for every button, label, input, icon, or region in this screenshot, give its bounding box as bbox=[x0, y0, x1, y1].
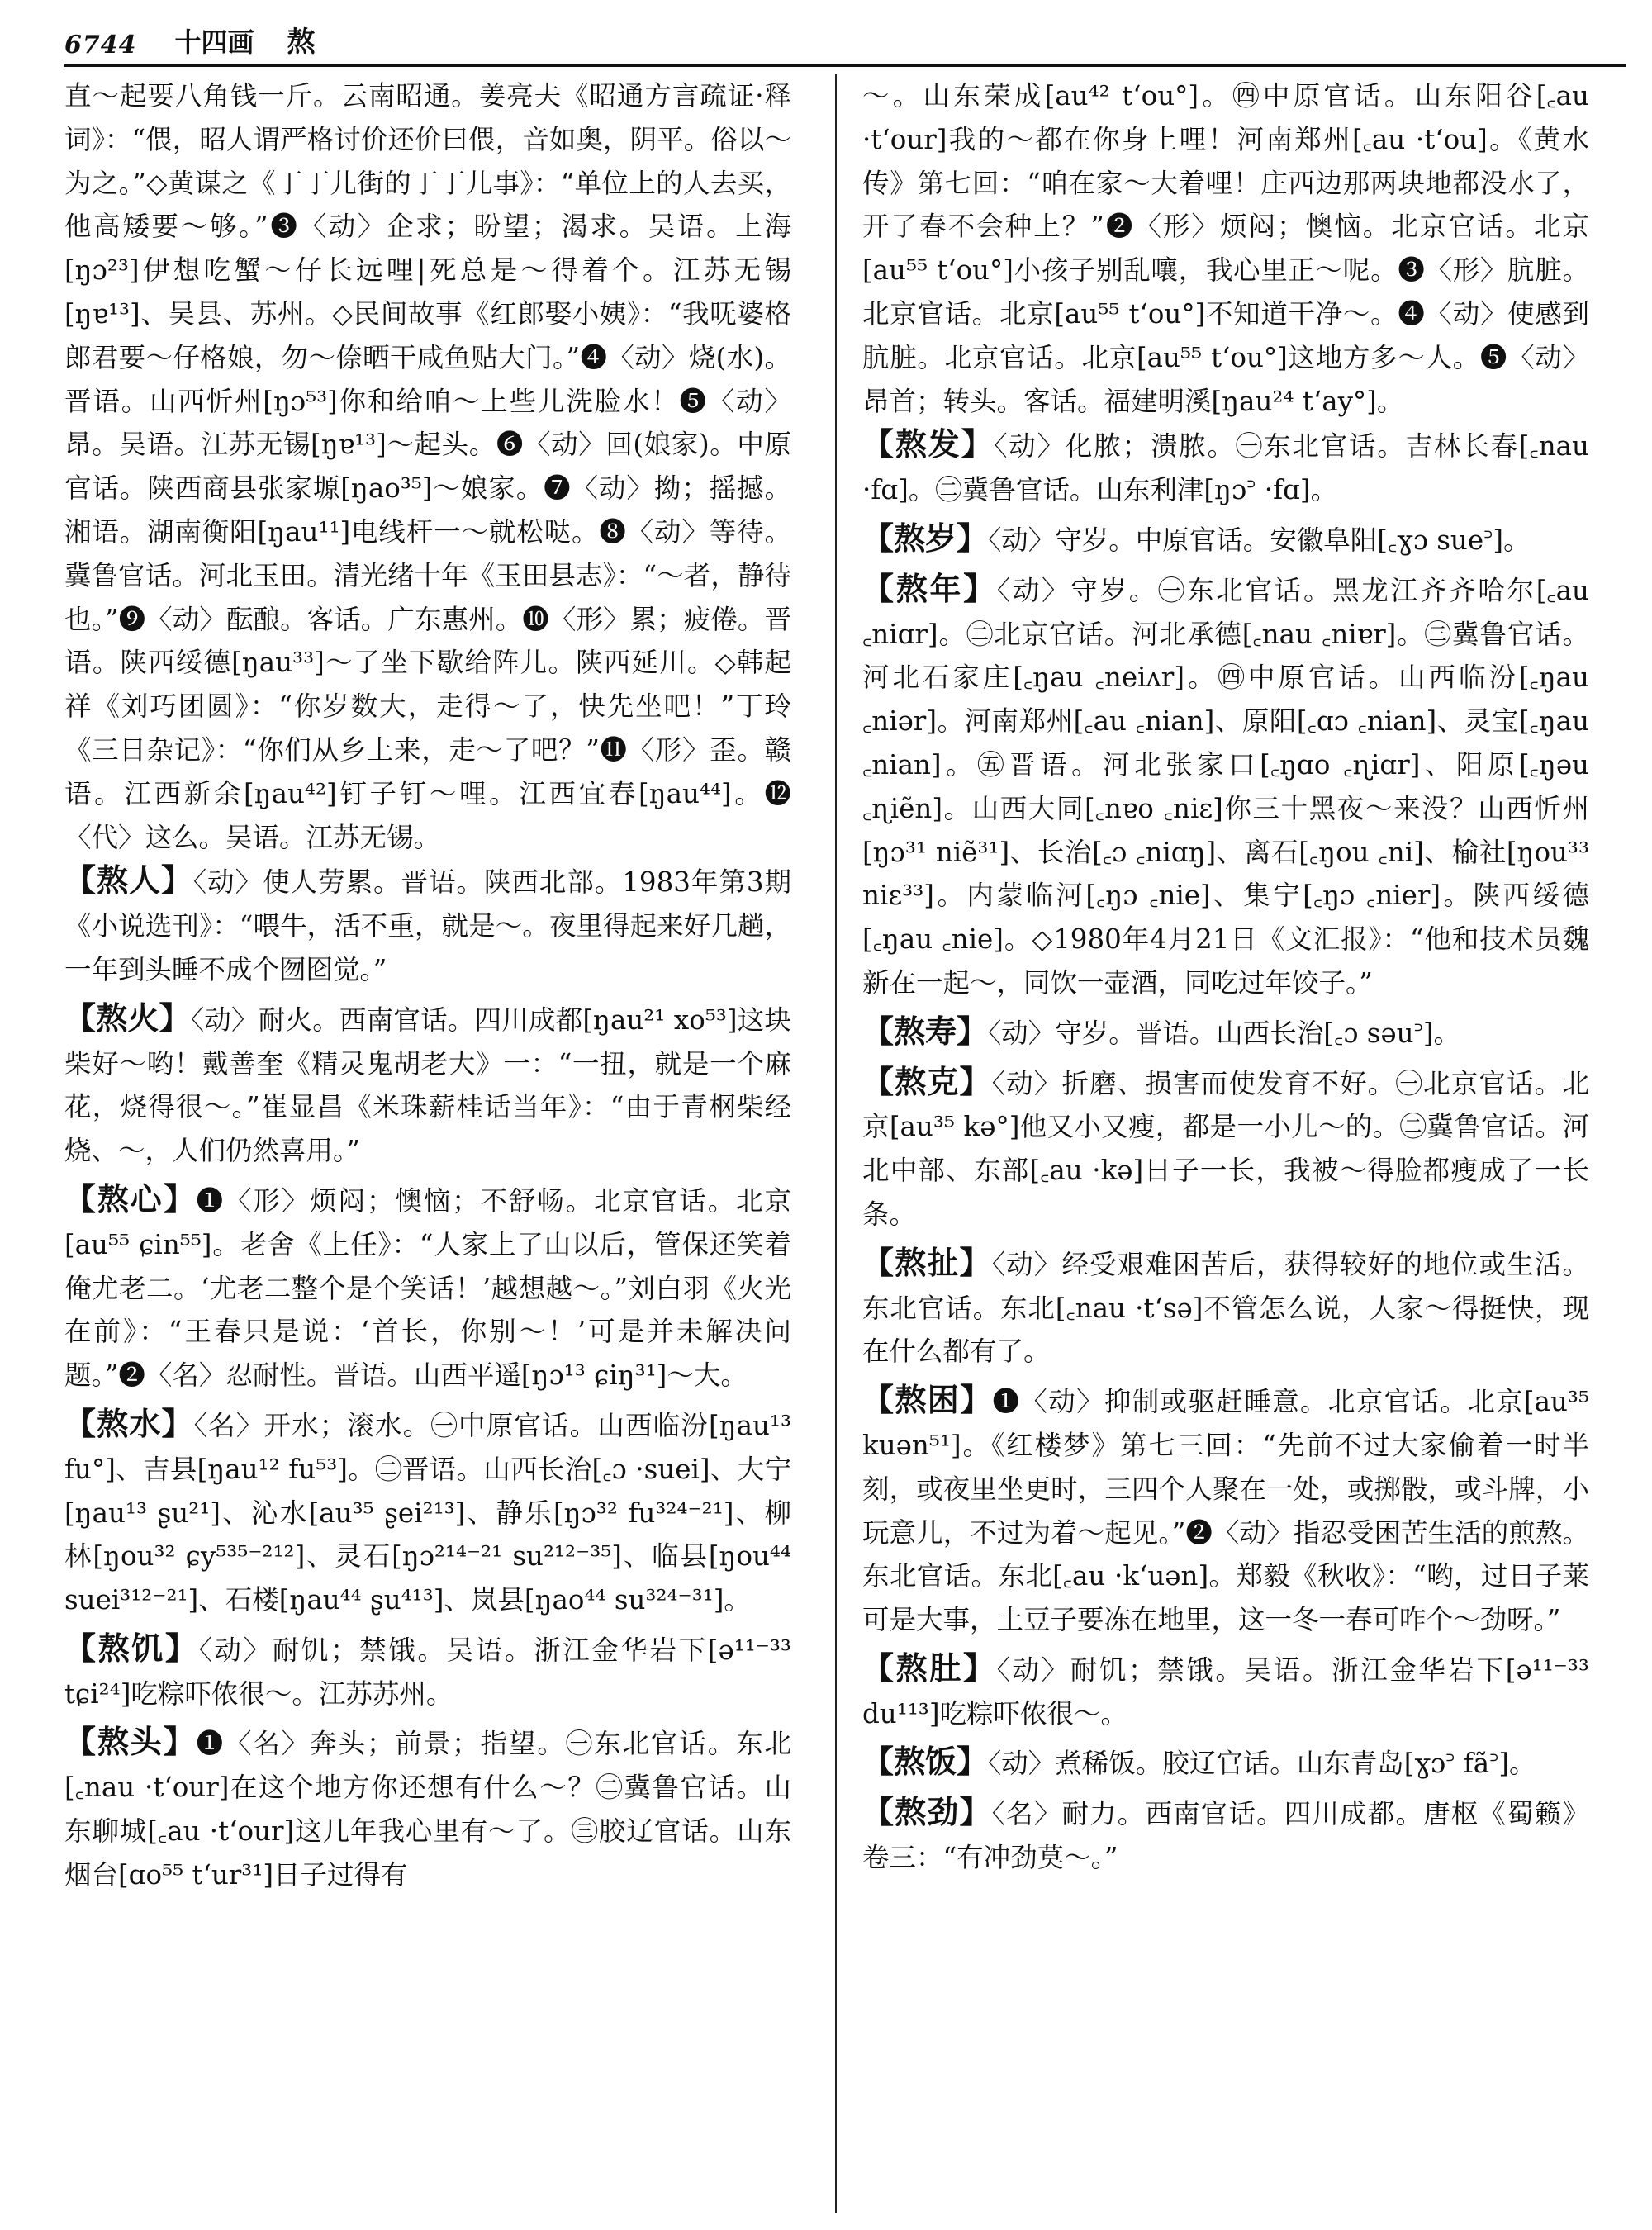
entry-headword: 【熬寿】 bbox=[862, 1012, 989, 1050]
dictionary-entry bbox=[64, 997, 791, 1173]
dictionary-entry bbox=[64, 859, 791, 991]
entry-definition: 〈动〉守岁。㊀东北官话。黑龙江齐齐哈尔[꜀au ꜀niɑr]。㊁北京官话。河北承德[꜀nau ꜀niɐr]。㊂冀鲁官话。河北石家庄[꜀ŋau ꜀neiʌr]。㊃中原官话。山西临汾[꜀ŋau ꜀niər]。河南郑州[꜀au ꜀nian]、原阳[꜀ɑɔ ꜀nian]、灵宝[꜀ŋau ꜀nian]。㊄晋语。河北张家口[꜀ŋɑo ꜀ɳiɑr]、阳原[꜀ŋəu ꜀ɳiẽn]。山西大同[꜀nɐo ꜀niɛ]你三十黑夜～来没？山西忻州[ŋɔ³¹ niẽ³¹]、长治[꜀ɔ ꜀niɑŋ]、离石[꜀ŋou ꜀ni]、榆社[ŋou³³ niɛ³³]。内蒙临河[꜀ŋɔ ꜀nie]、集宁[꜀ŋɔ ꜀nier]。陕西绥德[꜀ŋau ꜀nie]。◇1980年4月21日《文汇报》：“他和技术员魏新在一起～，同饮一壶酒，同吃过年饺子。” bbox=[862, 574, 1589, 999]
entry-definition: 〈动〉折磨、损害而使发育不好。㊀北京官话。北京[au³⁵ kə°]他又小又瘦，都是一小儿～的。㊁冀鲁官话。河北中部、东部[꜀au ·kə]日子一长，我被～得脸都瘦成了一长条。 bbox=[862, 1067, 1589, 1230]
entry-definition: 〈动〉耐饥；禁饿。吴语。浙江金华岩下[ə¹¹⁻³³ tɕi²⁴]吃粽吓侬很～。江苏苏州。 bbox=[64, 1634, 791, 1710]
entry-definition: 〈动〉耐火。西南官话。四川成都[ŋau²¹ xo⁵³]这块柴好～哟！戴善奎《精灵鬼胡老大》一：“一扭，就是一个麻花，烧得很～。”崔显昌《米珠薪桂话当年》：“由于青㭎柴经烧、～，人们仍然喜用。” bbox=[64, 1004, 791, 1167]
page-header bbox=[64, 12, 1626, 67]
entry-headword: 【熬年】 bbox=[862, 569, 997, 607]
entry-headword: 【熬水】 bbox=[64, 1404, 194, 1442]
entry-definition: 〈动〉守岁。晋语。山西长治[꜀ɔ səu꜄]。 bbox=[988, 1017, 1461, 1049]
head-character: 熬 bbox=[287, 26, 316, 59]
entry-headword: 【熬火】 bbox=[64, 999, 191, 1037]
entry-headword: 【熬发】 bbox=[862, 425, 995, 463]
entry-headword: 【熬饭】 bbox=[862, 1743, 989, 1781]
entry-definition: 〈动〉耐饥；禁饿。吴语。浙江金华岩下[ə¹¹⁻³³ du¹¹³]吃粽吓侬很～。 bbox=[862, 1654, 1589, 1729]
entry-definition: 〈动〉化脓；溃脓。㊀东北官话。吉林长春[꜀nau ·fɑ]。㊁冀鲁官话。山东利津[ŋɔ꜄ ·fɑ]。 bbox=[862, 430, 1589, 506]
entry-definition: ❶〈形〉烦闷；懊恼；不舒畅。北京官话。北京[au⁵⁵ ɕin⁵⁵]。老舍《上任》：“人家上了山以后，管保还笑着俺尤老二。‘尤老二整个是个笑话！’越想越～。”刘白羽《火光在前》：“王春只是说：‘首长，你别～！’可是并未解决问题。”❷〈名〉忍耐性。晋语。山西平遥[ŋɔ¹³ ɕiŋ³¹]～大。 bbox=[64, 1184, 791, 1392]
entry-headword: 【熬困】 bbox=[862, 1381, 993, 1419]
entry-definition: 〈动〉煮稀饭。胶辽官话。山东青岛[ɣɔ꜄ fã꜄]。 bbox=[988, 1748, 1536, 1780]
column-divider bbox=[835, 74, 837, 2213]
continuation-text: ～。山东荣成[au⁴² t‘ou°]。㊃中原官话。山东阳谷[꜀au ·t‘our]我的～都在你身上哩！河南郑州[꜀au ·t‘ou]。《黄水传》第七回：“咱在家～大着哩！庄西边那两块地都没水了，开了春不会种上？”❷〈形〉烦闷；懊恼。北京官话。北京[au⁵⁵ t‘ou°]小孩子别乱嚷，我心里正～呢。❸〈形〉肮脏。北京官话。北京[au⁵⁵ t‘ou°]不知道干净～。❹〈动〉使感到肮脏。北京官话。北京[au⁵⁵ t‘ou°]这地方多～人。❺〈动〉昂首；转头。客话。福建明溪[ŋau²⁴ t‘ay°]。 bbox=[862, 80, 1589, 417]
entry-headword: 【熬头】 bbox=[64, 1723, 197, 1761]
dictionary-entry bbox=[64, 1178, 791, 1397]
dictionary-entry bbox=[862, 1740, 1589, 1786]
dictionary-entry bbox=[64, 1402, 791, 1622]
entry-headword: 【熬饥】 bbox=[64, 1629, 199, 1667]
entry-definition: ❶〈名〉奔头；前景；指望。㊀东北官话。东北[꜀nau ·t‘our]在这个地方你还想有什么～？㊁冀鲁官话。山东聊城[꜀au ·t‘our]这几年我心里有～了。㊂胶辽官话。山东烟台[ɑo⁵⁵ t‘ur³¹]日子过得有 bbox=[64, 1728, 791, 1891]
dictionary-entry bbox=[862, 567, 1589, 1005]
dictionary-entry bbox=[862, 1010, 1589, 1056]
dictionary-entry bbox=[862, 1241, 1589, 1374]
page-number: 6744 bbox=[64, 31, 137, 59]
left-column bbox=[64, 74, 791, 2213]
dictionary-entry bbox=[862, 1378, 1589, 1642]
entry-definition: 〈名〉开水；滚水。㊀中原官话。山西临汾[ŋau¹³ fu°]、吉县[ŋau¹² fu⁵³]。㊁晋语。山西长治[꜀ɔ ·suei]、大宁[ŋau¹³ ʂu²¹]、沁水[au³⁵ ʂei²¹³]、静乐[ŋɔ³² fu³²⁴⁻²¹]、柳林[ŋou³² ɕy⁵³⁵⁻²¹²]、灵石[ŋɔ²¹⁴⁻²¹ su²¹²⁻³⁵]、临县[ŋou⁴⁴ suei³¹²⁻²¹]、石楼[ŋau⁴⁴ ʂu⁴¹³]、岚县[ŋao⁴⁴ su³²⁴⁻³¹]。 bbox=[64, 1409, 791, 1616]
dictionary-entry bbox=[64, 1720, 791, 1896]
entry-headword: 【熬肚】 bbox=[862, 1649, 997, 1687]
entry-headword: 【熬岁】 bbox=[862, 519, 989, 557]
dictionary-entry bbox=[862, 1647, 1589, 1736]
entry-definition: ❶〈动〉抑制或驱赶睡意。北京官话。北京[au³⁵ kuən⁵¹]。《红楼梦》第七三回：“先前不过大家偷着一时半刻，或夜里坐更时，三四个人聚在一处，或掷骰，或斗牌，小玩意儿，不过为着～起见。”❷〈动〉指忍受困苦生活的煎熬。东北官话。东北[꜀au ·k‘uən]。郑毅《秋收》：“哟，过日子莱可是大事，土豆子要冻在地里，这一冬一春可咋个～劲呀。” bbox=[862, 1386, 1589, 1636]
dictionary-entry bbox=[862, 517, 1589, 562]
entry-definition: 〈动〉守岁。中原官话。安徽阜阳[꜀ɣɔ sue꜄]。 bbox=[988, 524, 1531, 556]
dictionary-entry bbox=[862, 423, 1589, 512]
dictionary-entry bbox=[862, 1060, 1589, 1236]
dictionary-entry bbox=[862, 1791, 1589, 1880]
entry-headword: 【熬人】 bbox=[64, 861, 193, 899]
running-head: 十四画 bbox=[174, 26, 254, 58]
dictionary-entry bbox=[64, 1627, 791, 1716]
right-column bbox=[862, 74, 1589, 2213]
entry-headword: 【熬心】 bbox=[64, 1179, 197, 1217]
continuation-text: 直～起要八角钱一斤。云南昭通。姜亮夫《昭通方言疏证·释词》：“偎，昭人谓严格讨价还价曰偎，音如奥，阴平。俗以～为之。”◇黄谋之《丁丁儿街的丁丁儿事》：“单位上的人去买，他高矮要～够。”❸〈动〉企求；盼望；渴求。吴语。上海[ŋɔ²³]伊想吃蟹～仔长远哩|死总是～得着个。江苏无锡[ŋɐ¹³]、吴县、苏州。◇民间故事《红郎娶小姨》：“我呒婆格郎君要～仔格娘，勿～倷晒干咸鱼贴大门。”❹〈动〉烧(水)。晋语。山西忻州[ŋɔ⁵³]你和给咱～上些儿洗脸水！❺〈动〉昂。吴语。江苏无锡[ŋɐ¹³]～起头。❻〈动〉回(娘家)。中原官话。陕西商县张家塬[ŋao³⁵]～娘家。❼〈动〉拗；摇撼。湘语。湖南衡阳[ŋau¹¹]电线杆一～就松哒。❽〈动〉等待。冀鲁官话。河北玉田。清光绪十年《玉田县志》：“～者，静待也。”❾〈动〉酝酿。客话。广东惠州。❿〈形〉累；疲倦。晋语。陕西绥德[ŋau³³]～了坐下歇给阵儿。陕西延川。◇韩起祥《刘巧团圆》：“你岁数大，走得～了，快先坐吧！”丁玲《三日杂记》：“你们从乡上来，走～了吧？”⓫〈形〉歪。赣语。江西新余[ŋau⁴²]钉子钉～哩。江西宜春[ŋau⁴⁴]。⓬〈代〉这么。吴语。江苏无锡。 bbox=[64, 80, 791, 853]
entry-definition: 〈动〉经受艰难困苦后，获得较好的地位或生活。东北官话。东北[꜀nau ·t‘sə]不管怎么说，人家～得挺快，现在什么都有了。 bbox=[862, 1248, 1589, 1368]
entry-headword: 【熬克】 bbox=[862, 1062, 992, 1100]
entry-definition: 〈名〉耐力。西南官话。四川成都。唐枢《蜀籁》卷三：“有冲劲莫～。” bbox=[862, 1798, 1589, 1874]
entry-headword: 【熬扯】 bbox=[862, 1243, 992, 1281]
entry-headword: 【熬劲】 bbox=[862, 1793, 992, 1831]
entry-definition: 〈动〉使人劳累。晋语。陕西北部。1983年第3期《小说选刊》：“喂牛，活不重，就是～。夜里得起来好几趟，一年到头睡不成个囫囵觉。” bbox=[64, 866, 791, 985]
